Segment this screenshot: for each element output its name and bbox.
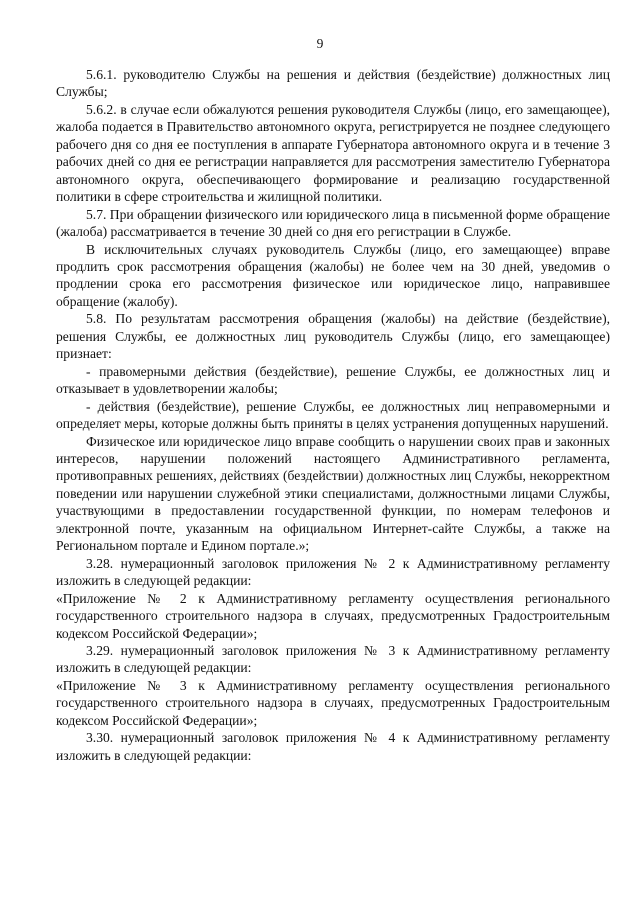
paragraph-5-6-2: 5.6.2. в случае если обжалуются решения руководителя Службы (лицо, его замещающее), жалоба подается в Правительство автономного округа, регистрируется не позднее следующего рабочего дня со дня ее поступления в аппарате Губернатора автономного округа и в течение 3 рабочих дней со дня ее регистрации направляется для рассмотрения заместителю Губернатора автономного округа, обеспечивающего формирование и реализацию государственной политики в сфере строительства и жилищной политики.: [56, 101, 610, 205]
paragraph-5-7: 5.7. При обращении физического или юридического лица в письменной форме обращение (жалоба) рассматривается в течение 30 дней со дня его регистрации в Службе.: [56, 206, 610, 240]
page-number: 9: [316, 36, 324, 51]
paragraph-3-30: 3.30. нумерационный заголовок приложения № 4 к Административному регламенту изложить в следующей редакции:: [56, 730, 610, 763]
paragraph-right-to-report: Физическое или юридическое лицо вправе сообщить о нарушении своих прав и законных интересов, нарушении положений настоящего Административного регламента, противоправных решениях, действиях (бездействии) должностных лиц Службы, некорректном поведении или нарушении служебной этики специалистами, должностными лицами Службы, участвующими в предоставлении государственной функции, по номерам телефонов и электронной почте, указанным на официальном Интернет-сайте Службы, а также на Региональном портале и Едином портале.»;: [56, 433, 610, 554]
paragraph-3-29: 3.29. нумерационный заголовок приложения № 3 к Административному регламенту изложить в следующей редакции:: [56, 642, 610, 676]
quote-appendix-2: «Приложение № 2 к Административному регламенту осуществления регионального государственного строительного надзора в случаях, предусмотренных Градостроительным кодексом Российской Федерации»;: [56, 590, 610, 641]
paragraph-exceptional-cases: В исключительных случаях руководитель Службы (лицо, его замещающее) вправе продлить срок рассмотрения обращения (жалобы) не более чем на 30 дней, уведомив о продлении срока его рассмотрения физическое или юридическое лицо, направившее обращение (жалобу).: [56, 241, 610, 309]
quote-appendix-3: «Приложение № 3 к Административному регламенту осуществления регионального государственного строительного надзора в случаях, предусмотренных Градостроительным кодексом Российской Федерации»;: [56, 677, 610, 728]
paragraph-3-28: 3.28. нумерационный заголовок приложения № 2 к Административному регламенту изложить в следующей редакции:: [56, 555, 610, 589]
document-body: [56, 66, 610, 764]
paragraph-5-8: 5.8. По результатам рассмотрения обращения (жалобы) на действие (бездействие), решения Службы, ее должностных лиц руководитель Службы (лицо, его замещающее) признает:: [56, 311, 610, 362]
paragraph-5-6-1: 5.6.1. руководителю Службы на решения и действия (бездействие) должностных лиц Службы;: [56, 67, 610, 100]
list-item-lawful: - правомерными действия (бездействие), решение Службы, ее должностных лиц и отказывает в удовлетворении жалобы;: [56, 363, 610, 397]
list-item-unlawful: - действия (бездействие), решение Службы, ее должностных лиц неправомерными и определяет меры, которые должны быть приняты в целях устранения допущенных нарушений.: [56, 398, 610, 432]
